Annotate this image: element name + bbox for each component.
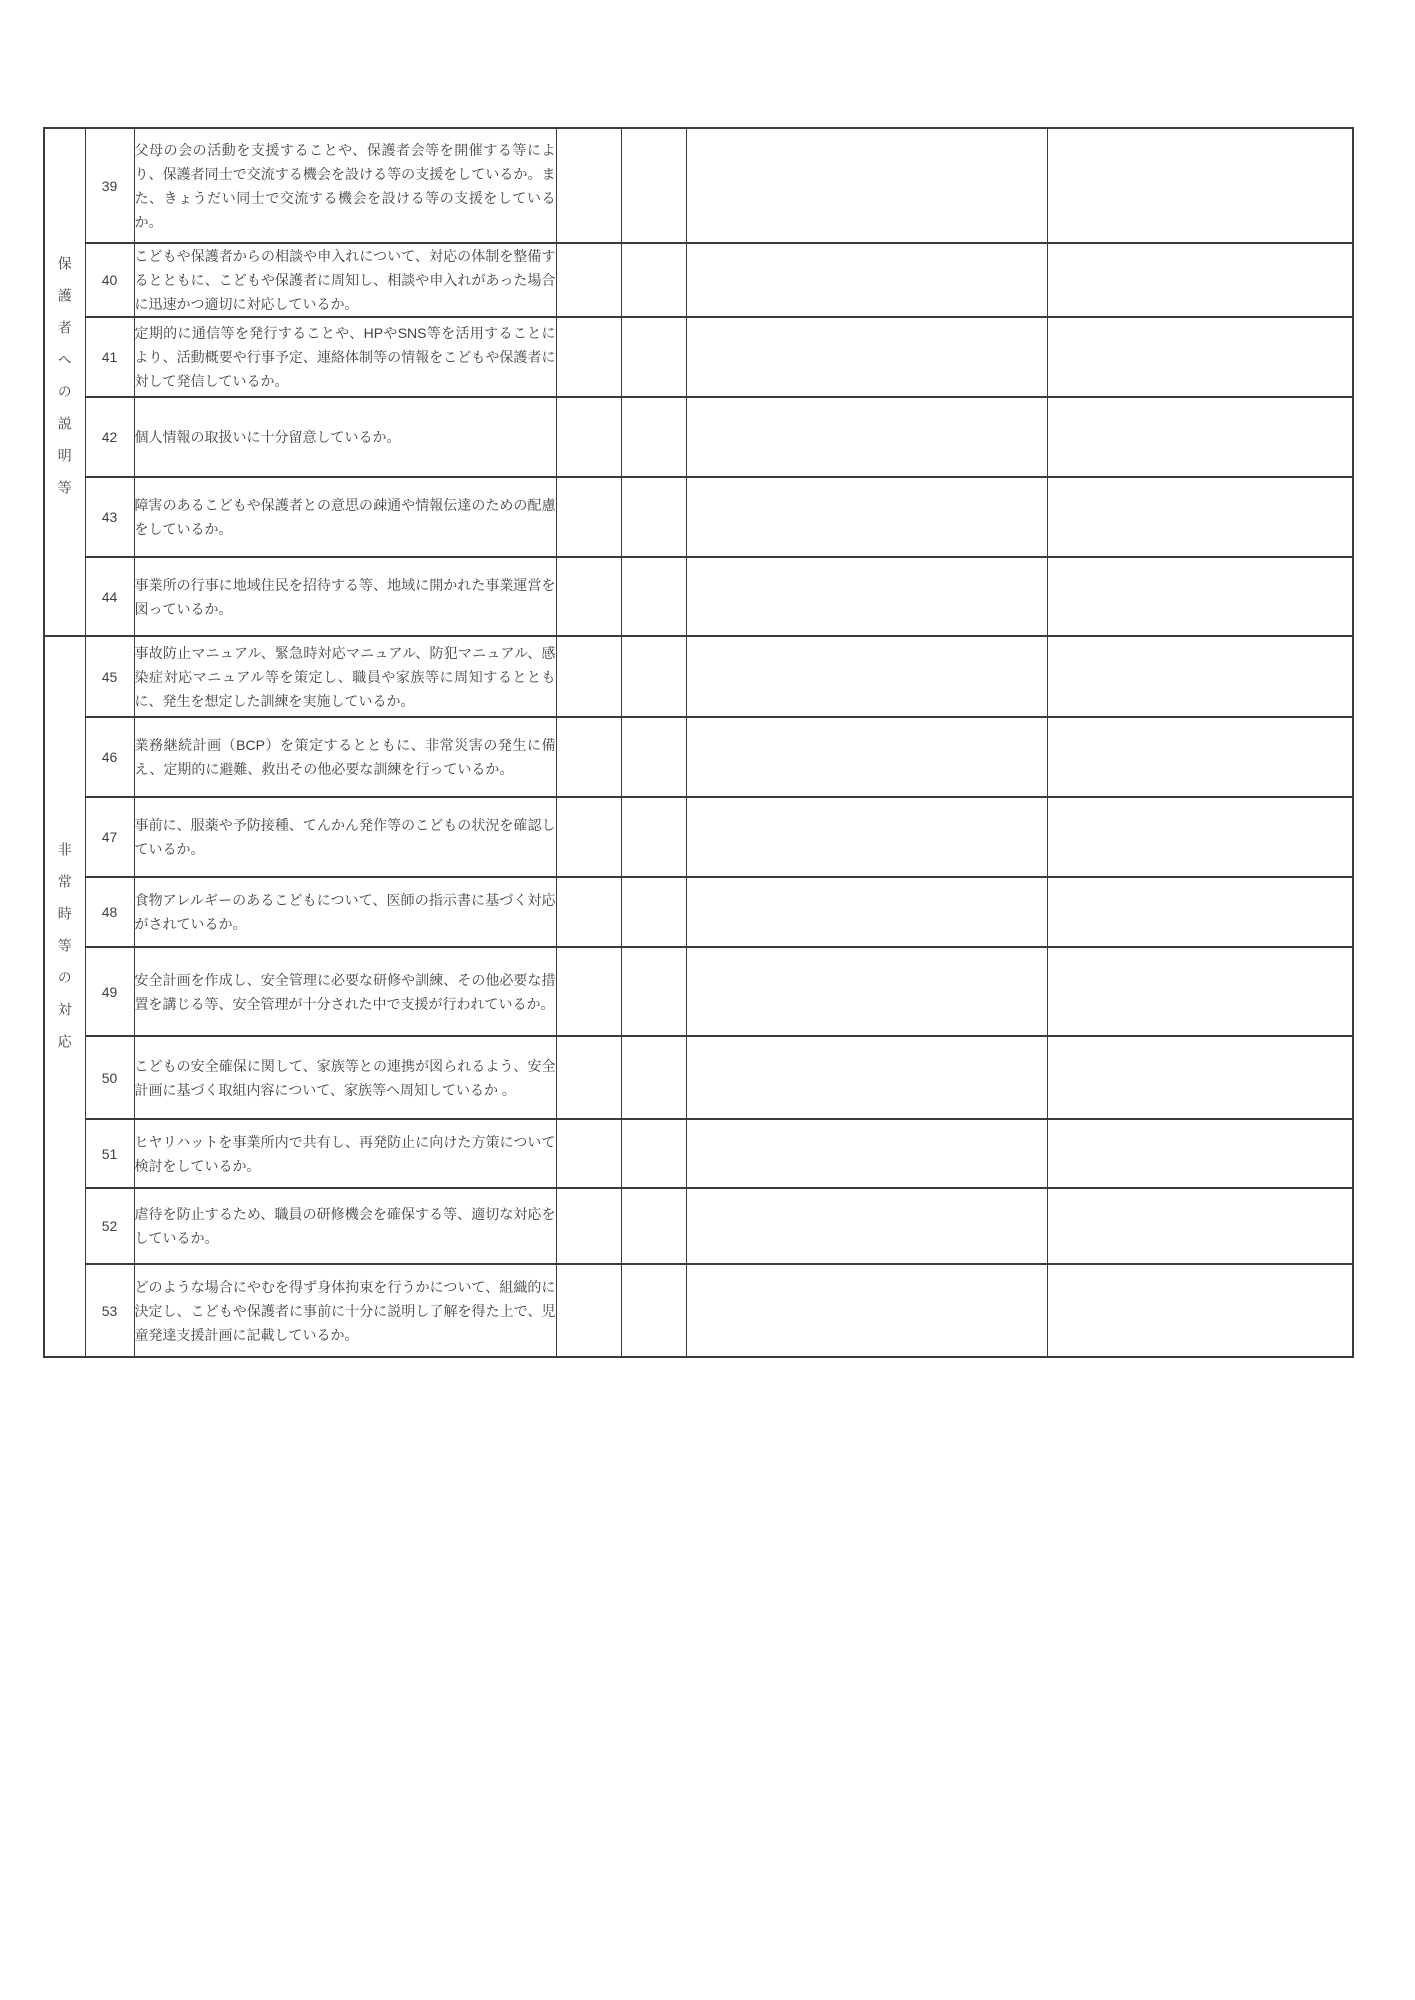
check-column-2-cell — [621, 947, 686, 1036]
check-column-1-cell — [556, 477, 621, 557]
comment-column-1-cell — [686, 317, 1047, 397]
comment-column-2-cell — [1047, 797, 1353, 877]
row-number-cell: 47 — [85, 797, 134, 877]
comment-column-1-cell — [686, 947, 1047, 1036]
table-row — [44, 717, 1353, 797]
table-row — [44, 557, 1353, 636]
table-row — [44, 1188, 1353, 1264]
question-text-cell: こどもや保護者からの相談や申入れについて、対応の体制を整備するとともに、こどもや保護者に周知し、相談や申入れがあった場合に迅速かつ適切に対応しているか。 — [134, 243, 556, 317]
check-column-2-cell — [621, 557, 686, 636]
row-number-cell: 46 — [85, 717, 134, 797]
row-number-cell: 43 — [85, 477, 134, 557]
comment-column-2-cell — [1047, 1119, 1353, 1188]
table-row — [44, 1036, 1353, 1119]
check-column-2-cell — [621, 243, 686, 317]
check-column-2-cell — [621, 317, 686, 397]
check-column-1-cell — [556, 797, 621, 877]
comment-column-1-cell — [686, 877, 1047, 947]
comment-column-1-cell — [686, 1188, 1047, 1264]
check-column-2-cell — [621, 636, 686, 717]
table-row — [44, 477, 1353, 557]
row-number-cell: 42 — [85, 397, 134, 477]
question-text-cell: 虐待を防止するため、職員の研修機会を確保する等、適切な対応をしているか。 — [134, 1188, 556, 1264]
table-row — [44, 797, 1353, 877]
row-number-cell: 44 — [85, 557, 134, 636]
section-label-parents: 保護者への説明等 — [56, 255, 73, 512]
comment-column-2-cell — [1047, 717, 1353, 797]
comment-column-1-cell — [686, 797, 1047, 877]
question-text-cell: 事前に、服薬や予防接種、てんかん発作等のこどもの状況を確認しているか。 — [134, 797, 556, 877]
row-number-cell: 52 — [85, 1188, 134, 1264]
comment-column-1-cell — [686, 128, 1047, 243]
comment-column-2-cell — [1047, 1036, 1353, 1119]
question-text-cell: 個人情報の取扱いに十分留意しているか。 — [134, 397, 556, 477]
check-column-2-cell — [621, 877, 686, 947]
row-number-cell: 39 — [85, 128, 134, 243]
question-text-cell: ヒヤリハットを事業所内で共有し、再発防止に向けた方策について検討をしているか。 — [134, 1119, 556, 1188]
check-column-2-cell — [621, 797, 686, 877]
section-label-emergency-cell — [44, 636, 85, 1357]
check-column-1-cell — [556, 317, 621, 397]
row-number-cell: 48 — [85, 877, 134, 947]
comment-column-2-cell — [1047, 243, 1353, 317]
question-text-cell: 事業所の行事に地域住民を招待する等、地域に開かれた事業運営を図っているか。 — [134, 557, 556, 636]
comment-column-2-cell — [1047, 557, 1353, 636]
check-column-1-cell — [556, 557, 621, 636]
comment-column-2-cell — [1047, 877, 1353, 947]
row-number-cell: 41 — [85, 317, 134, 397]
section-label-emergency: 非常時等の対応 — [56, 842, 73, 1066]
question-text-cell: どのような場合にやむを得ず身体拘束を行うかについて、組織的に決定し、こどもや保護者に事前に十分に説明し了解を得た上で、児童発達支援計画に記載しているか。 — [134, 1264, 556, 1357]
comment-column-1-cell — [686, 477, 1047, 557]
check-column-2-cell — [621, 1264, 686, 1357]
check-column-2-cell — [621, 477, 686, 557]
row-number-cell: 50 — [85, 1036, 134, 1119]
section-label-parents-cell — [44, 128, 85, 636]
comment-column-2-cell — [1047, 1264, 1353, 1357]
comment-column-1-cell — [686, 243, 1047, 317]
row-number-cell: 53 — [85, 1264, 134, 1357]
check-column-1-cell — [556, 717, 621, 797]
table-row — [44, 397, 1353, 477]
comment-column-1-cell — [686, 1264, 1047, 1357]
question-text-cell: 事故防止マニュアル、緊急時対応マニュアル、防犯マニュアル、感染症対応マニュアル等を策定し、職員や家族等に周知するとともに、発生を想定した訓練を実施しているか。 — [134, 636, 556, 717]
comment-column-2-cell — [1047, 477, 1353, 557]
table-row — [44, 947, 1353, 1036]
comment-column-2-cell — [1047, 636, 1353, 717]
comment-column-2-cell — [1047, 947, 1353, 1036]
table-row — [44, 1119, 1353, 1188]
question-text-cell: 父母の会の活動を支援することや、保護者会等を開催する等により、保護者同士で交流する機会を設ける等の支援をしているか。また、きょうだい同士で交流する機会を設ける等の支援をしているか。 — [134, 128, 556, 243]
comment-column-2-cell — [1047, 397, 1353, 477]
check-column-1-cell — [556, 1188, 621, 1264]
comment-column-1-cell — [686, 636, 1047, 717]
comment-column-1-cell — [686, 1036, 1047, 1119]
question-text-cell: 食物アレルギーのあるこどもについて、医師の指示書に基づく対応がされているか。 — [134, 877, 556, 947]
check-column-2-cell — [621, 1188, 686, 1264]
comment-column-1-cell — [686, 397, 1047, 477]
table-row — [44, 243, 1353, 317]
table-row — [44, 128, 1353, 243]
row-number-cell: 40 — [85, 243, 134, 317]
comment-column-1-cell — [686, 1119, 1047, 1188]
check-column-1-cell — [556, 877, 621, 947]
comment-column-1-cell — [686, 717, 1047, 797]
comment-column-2-cell — [1047, 128, 1353, 243]
question-text-cell: こどもの安全確保に関して、家族等との連携が図られるよう、安全計画に基づく取組内容について、家族等へ周知しているか 。 — [134, 1036, 556, 1119]
check-column-2-cell — [621, 397, 686, 477]
table-row — [44, 636, 1353, 717]
check-column-1-cell — [556, 947, 621, 1036]
table-row — [44, 317, 1353, 397]
check-column-1-cell — [556, 1036, 621, 1119]
check-column-2-cell — [621, 128, 686, 243]
check-column-1-cell — [556, 1264, 621, 1357]
comment-column-2-cell — [1047, 1188, 1353, 1264]
check-column-2-cell — [621, 1036, 686, 1119]
question-text-cell: 安全計画を作成し、安全管理に必要な研修や訓練、その他必要な措置を講じる等、安全管理が十分された中で支援が行われているか。 — [134, 947, 556, 1036]
question-text-cell: 定期的に通信等を発行することや、HPやSNS等を活用することにより、活動概要や行事予定、連絡体制等の情報をこどもや保護者に対して発信しているか。 — [134, 317, 556, 397]
check-column-1-cell — [556, 1119, 621, 1188]
check-column-1-cell — [556, 128, 621, 243]
row-number-cell: 49 — [85, 947, 134, 1036]
question-text-cell: 障害のあるこどもや保護者との意思の疎通や情報伝達のための配慮をしているか。 — [134, 477, 556, 557]
check-column-2-cell — [621, 1119, 686, 1188]
table-row — [44, 877, 1353, 947]
comment-column-2-cell — [1047, 317, 1353, 397]
question-text-cell: 業務継続計画（BCP）を策定するとともに、非常災害の発生に備え、定期的に避難、救出その他必要な訓練を行っているか。 — [134, 717, 556, 797]
row-number-cell: 51 — [85, 1119, 134, 1188]
row-number-cell: 45 — [85, 636, 134, 717]
check-column-1-cell — [556, 636, 621, 717]
check-column-2-cell — [621, 717, 686, 797]
check-column-1-cell — [556, 397, 621, 477]
table-row — [44, 1264, 1353, 1357]
comment-column-1-cell — [686, 557, 1047, 636]
check-column-1-cell — [556, 243, 621, 317]
evaluation-table — [43, 127, 1354, 1358]
